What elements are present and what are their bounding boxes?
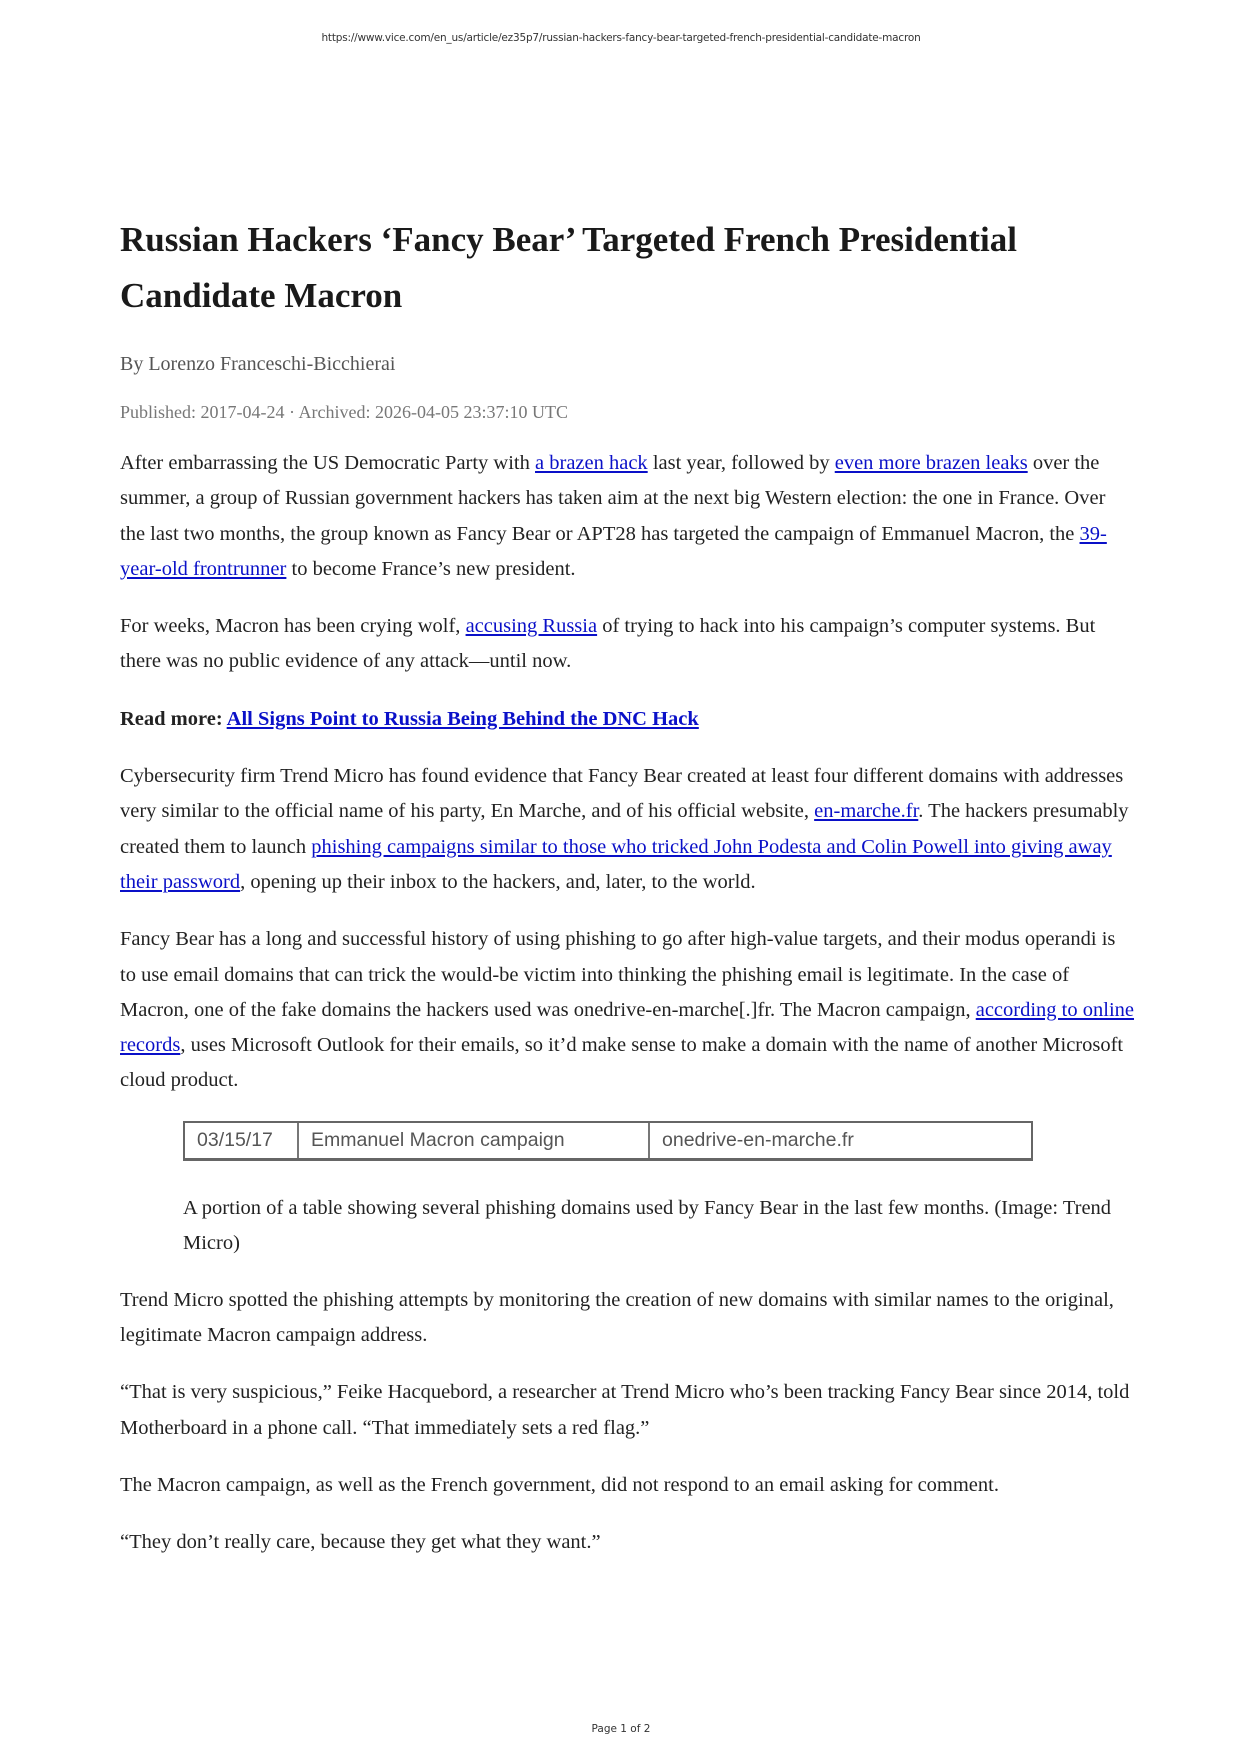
text: of trying to hack into his campaign’s computer systems. But there was no public evidence of any attack—until now.: [120, 615, 1096, 673]
link-en-marche[interactable]: en-marche.fr: [814, 800, 919, 823]
read-more-link[interactable]: All Signs Point to Russia Being Behind the DNC Hack: [226, 707, 699, 730]
publish-meta: Published: 2017-04-24 · Archived: 2026-04-05 23:37:10 UTC: [120, 402, 568, 422]
text: , uses Microsoft Outlook for their emails, so it’d make sense to make a domain with the name of another Microsoft cloud product.: [120, 1034, 1124, 1092]
read-more-label: Read more:: [120, 707, 227, 730]
phishing-domain-table-image: [183, 1121, 1033, 1161]
figure-image: [183, 1121, 1135, 1161]
read-more: [120, 702, 1135, 737]
page-url: https://www.vice.com/en_us/article/ez35p7/russian-hackers-fancy-bear-targeted-french-presidential-candidate-macron: [321, 32, 921, 44]
text: over the summer, a group of Russian government hackers has taken aim at the next big Western election: the one in France. Over the last two months, the group known as Fancy Bear or APT28 has targeted the campaign of Emmanuel Macron, the: [120, 452, 1106, 545]
article-title: Russian Hackers ‘Fancy Bear’ Targeted French Presidential Candidate Macron: [120, 220, 1017, 315]
paragraph-5: Trend Micro spotted the phishing attempts by monitoring the creation of new domains with similar names to the original, legitimate Macron campaign address.: [120, 1288, 1114, 1347]
link-online-records[interactable]: according to online records: [120, 998, 1134, 1057]
cell-date: 03/15/17: [185, 1123, 299, 1158]
text: Cybersecurity firm Trend Micro has found evidence that Fancy Bear created at least four different domains with addresses very similar to the official name of his party, En Marche, and of his official website,: [120, 765, 1124, 823]
text: . The hackers presumably created them to launch: [120, 800, 1129, 858]
text: After embarrassing the US Democratic Party with: [120, 452, 536, 474]
paragraph-2: [120, 609, 1135, 680]
byline: By Lorenzo Franceschi-Bicchierai: [120, 353, 396, 375]
link-accusing-russia[interactable]: accusing Russia: [465, 615, 598, 638]
text: , opening up their inbox to the hackers, and, later, to the world.: [240, 870, 756, 893]
paragraph-3: [120, 759, 1135, 900]
paragraph-8: “They don’t really care, because they get what they want.”: [120, 1531, 601, 1554]
paragraph-1: [120, 446, 1135, 587]
link-brazen-hack[interactable]: a brazen hack: [535, 452, 648, 474]
article: [120, 212, 1135, 1583]
text: last year, followed by: [647, 452, 835, 474]
paragraph-7: The Macron campaign, as well as the French government, did not respond to an email asking for comment.: [120, 1473, 999, 1496]
paragraph-6: “That is very suspicious,” Feike Hacquebord, a researcher at Trend Micro who’s been tracking Fancy Bear since 2014, told Motherboard in a phone call. “That immediately sets a red flag.”: [120, 1381, 1130, 1439]
text: Fancy Bear has a long and successful history of using phishing to go after high-value targets, and their modus operandi is to use email domains that can trick the would-be victim into thinking the phishing email is legitimate. In the case of Macron, one of the fake domains the hackers used was onedrive-en-marche[.]fr. The Macron campaign,: [120, 928, 1116, 1021]
link-frontrunner[interactable]: 39-year-old frontrunner: [120, 522, 1107, 580]
page-number: Page 1 of 2: [591, 1723, 651, 1735]
figure-caption: A portion of a table showing several phishing domains used by Fancy Bear in the last few months. (Image: Trend Micro): [183, 1196, 1112, 1254]
cell-target: Emmanuel Macron campaign: [299, 1123, 650, 1158]
link-phishing-campaigns[interactable]: phishing campaigns similar to those who tricked John Podesta and Colin Powell into giving away their password: [120, 835, 1112, 893]
text: to become France’s new president.: [286, 557, 576, 580]
text: For weeks, Macron has been crying wolf,: [120, 615, 466, 638]
cell-domain: onedrive-en-marche.fr: [662, 1128, 854, 1151]
link-brazen-leaks[interactable]: even more brazen leaks: [834, 452, 1028, 474]
paragraph-4: [120, 922, 1135, 1098]
